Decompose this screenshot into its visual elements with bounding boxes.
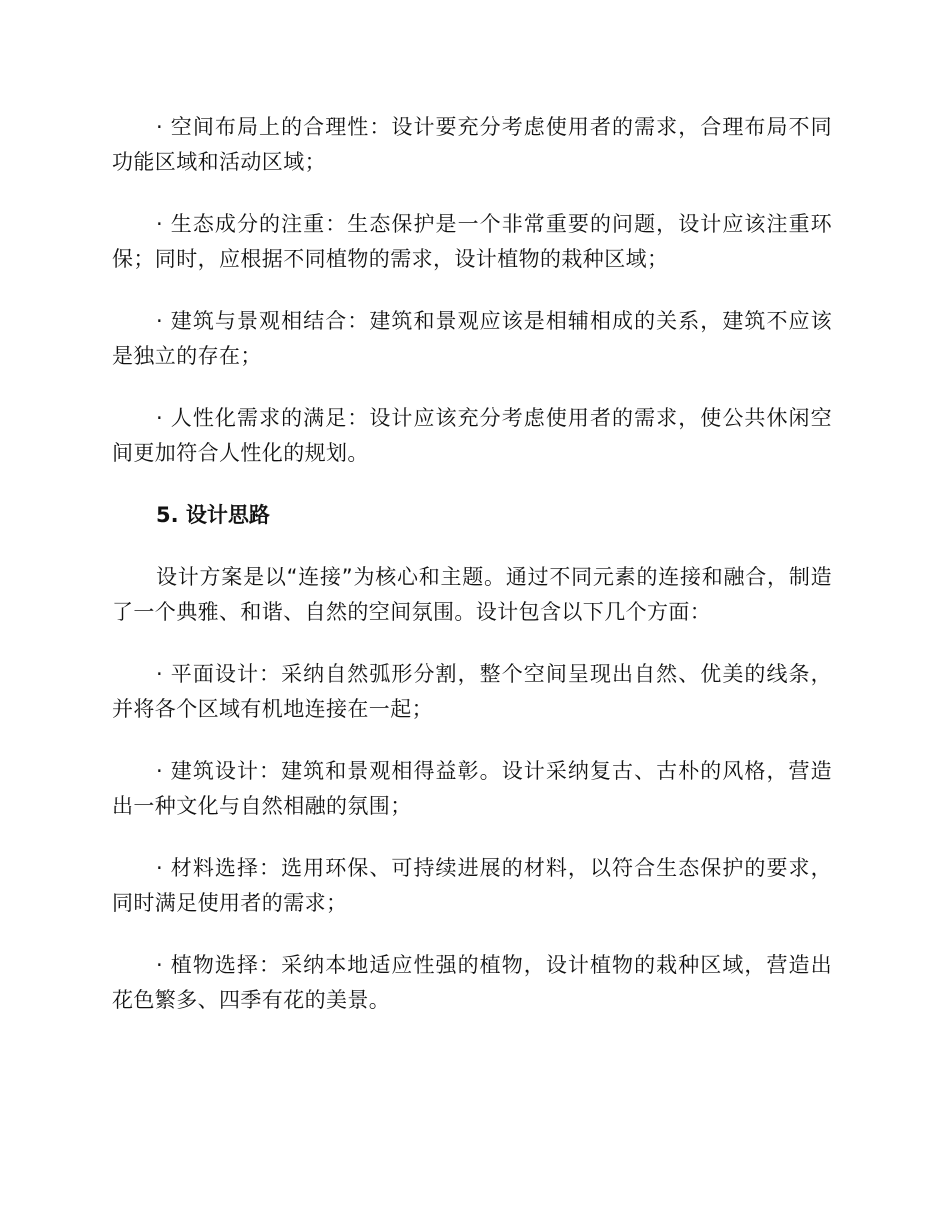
bullet-human-needs: · 人性化需求的满足：设计应该充分考虑使用者的需求，使公共休闲空间更加符合人性化的规划。 [112,406,832,465]
bullet-ecology: · 生态成分的注重：生态保护是一个非常重要的问题，设计应该注重环保；同时，应根据不同植物的需求，设计植物的栽种区域； [112,212,832,271]
bullet-plan-design: · 平面设计：采纳自然弧形分割，整个空间呈现出自然、优美的线条，并将各个区域有机地连接在一起； [112,662,832,721]
bullet-spatial-layout: · 空间布局上的合理性：设计要充分考虑使用者的需求，合理布局不同功能区域和活动区域； [112,115,832,174]
document-body [112,110,832,1045]
section-heading: 5. 设计思路 [156,503,270,527]
bullet-material-selection: · 材料选择：选用环保、可持续进展的材料，以符合生态保护的要求，同时满足使用者的需求； [112,856,832,915]
bullet-building-design: · 建筑设计：建筑和景观相得益彰。设计采纳复古、古朴的风格，营造出一种文化与自然相融的氛围； [112,759,832,818]
section-intro: 设计方案是以“连接”为核心和主题。通过不同元素的连接和融合，制造了一个典雅、和谐、自然的空间氛围。设计包含以下几个方面： [112,565,832,624]
bullet-plant-selection: · 植物选择：采纳本地适应性强的植物，设计植物的栽种区域，营造出花色繁多、四季有花的美景。 [112,953,832,1012]
bullet-architecture-landscape: · 建筑与景观相结合：建筑和景观应该是相辅相成的关系，建筑不应该是独立的存在； [112,309,832,368]
